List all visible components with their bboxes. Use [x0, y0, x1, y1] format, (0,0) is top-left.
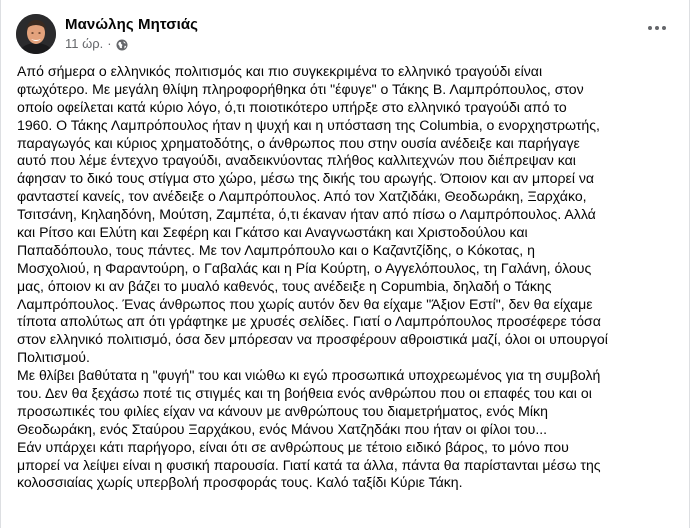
menu-dot [648, 26, 652, 30]
post-text-line: παραγωγός και κύριος χρηματοδότης, ο άνθρωπος που στην ουσία ανέδειξε και παρήγαγε [17, 134, 580, 151]
post-text-line: Από σήμερα ο ελληνικός πολιτισμός και πιο συγκεκριμένα το ελληνικό τραγούδι είναι [17, 63, 543, 79]
post-text-line: μας, όποιον κι αν βάζει το μυαλό καθενός, τους ανέδειξε η Copumbia, δηλαδή ο Τάκης [17, 277, 552, 294]
post-subline [65, 35, 198, 53]
post-text-line: Παπαδόπουλο, τους πάντες. Με τον Λαμπρόπουλο και ο Καζαντζίδης, ο Κόκοτας, η [17, 241, 535, 258]
post-text-line: του. Δεν θα ξεχάσω ποτέ τις στιγμές και τη βοήθεια ενός ανθρώπου που οι επαφές του και οι [17, 385, 592, 402]
post-text-line: Μοσχολιού, η Φαραντούρη, ο Γαβαλάς και η Ρία Κούρτη, ο Αγγελόπουλος, τη Γαλάνη, όλους [17, 259, 592, 276]
post-header [16, 12, 198, 56]
post-text-line: τίποτα απολύτως απ ότι γράφτηκε με χρυσές σελίδες. Γιατί ο Λαμπρόπουλος προσέφερε τόσα [17, 313, 601, 330]
post-timestamp[interactable]: 11 ώρ. [65, 36, 104, 51]
post-text-line: Πολιτισμού. [17, 349, 90, 366]
post-text-line: Θεοδωράκη, ενός Σταύρου Ξαρχάκου, ενός Μάνου Χατζηδάκι που ήταν οι φίλοι του... [17, 420, 548, 437]
globe-icon [116, 38, 128, 50]
author-avatar[interactable] [16, 14, 56, 54]
post-meta [65, 15, 198, 53]
post-text-line: Με θλίβει βαθύτατα η "φυγή" του και νιώθω κι εγώ προσωπικά υποχρεωμένος για τη συμβολή [17, 367, 601, 384]
avatar-portrait [16, 14, 56, 54]
menu-dot [662, 26, 666, 30]
post-text-line: στον ελληνικό πολιτισμό, όσα δεν μπόρεσαν να προσφέρουν αθροιστικά μαζί, όλοι οι υπουργοί [17, 331, 608, 348]
post-text-line: οποίο οφείλεται κατά κύριο λόγο, ό,τι ποιοτικότερο υπήρξε στο ελληνικό τραγούδι από το [17, 98, 567, 115]
post-text-line: φανταστεί κανείς, τον ανέδειξε ο Λαμπρόπουλος. Από τον Χατζιδάκι, Θεοδωράκη, Ξαρχάκο, [17, 188, 587, 205]
post-text-line: Τσιτσάνη, Κηλαηδόνη, Μούτση, Ζαμπέτα, ό,τι έκαναν ήταν από πίσω ο Λαμπρόπουλος. Αλλά [17, 206, 596, 223]
post-text-line: μπορεί να λείψει είναι η φυσική παρουσία. Γιατί κατά τα άλλα, πάντα θα παρίστανται μέσω της [17, 456, 601, 473]
more-options-icon[interactable] [639, 16, 675, 40]
meta-separator: · [107, 36, 112, 51]
post-text-line: άφησαν το δικό τους στίγμα στο χώρο, μέσω της δικής του αρωγής. Όποιον και αν μπορεί να [17, 170, 595, 187]
post-text-line: προσωπικές του φιλίες είχαν να κάνουν με ανθρώπους του διαμετρήματος, ενός Μίκη [17, 402, 548, 419]
post-text-line: φτωχότερο. Με μεγάλη θλίψη πληροφορήθηκα ότι "έφυγε" ο Τάκης Β. Λαμπρόπουλος, στον [17, 80, 584, 97]
post-text-line: 1960. Ο Τάκης Λαμπρόπουλος ήταν η ψυχή και η υπόσταση της Columbia, ο ενορχηστρωτής, [17, 116, 600, 133]
post-text-line: Λαμπρόπουλος. Ένας άνθρωπος που χωρίς αυτόν δεν θα είχαμε "Άξιον Εστί", δεν θα είχαμε [17, 295, 593, 312]
post-text-line: Εάν υπάρχει κάτι παρήγορο, είναι ότι σε ανθρώπους με τέτοιο ειδικό βάρος, το μόνο που [17, 438, 569, 455]
post-body [17, 63, 681, 492]
author-name[interactable]: Μανώλης Μητσιάς [65, 16, 199, 33]
post-text-line: αυτό που λέμε έντεχνο τραγούδι, αναδεικνύοντας πλήθος καλλιτεχνών που διέπρεψαν και [17, 152, 576, 169]
post-text-line: κολοσσιαίας χωρίς υπερβολή προσφοράς τους. Καλό ταξίδι Κύριε Τάκη. [17, 474, 463, 491]
post-text-line: και Ρίτσο και Ελύτη και Σεφέρη και Γκάτσο και Αναγνωστάκη και Χριστοδούλου και [17, 224, 528, 241]
menu-dot [655, 26, 659, 30]
